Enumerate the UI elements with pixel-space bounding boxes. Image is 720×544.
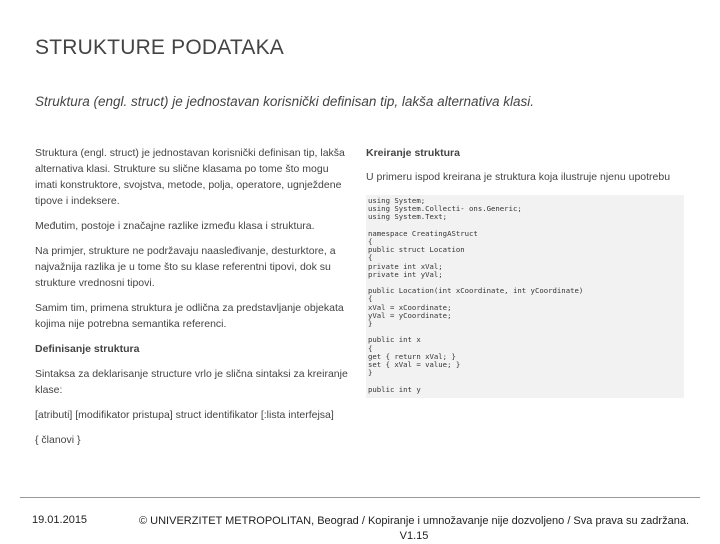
code-line: { bbox=[368, 343, 373, 353]
slide-subtitle: Struktura (engl. struct) je jednostavan korisnički definisan tip, lakša alternativa klasi. bbox=[35, 94, 534, 109]
paragraph-creation-intro: U primeru ispod kreirana je struktura koja ilustruje njenu upotrebu bbox=[366, 171, 671, 183]
paragraph-members: { članovi } bbox=[35, 434, 81, 446]
code-line: private int yVal; bbox=[368, 269, 443, 279]
code-line: { bbox=[368, 294, 373, 304]
code-line: public int y bbox=[368, 384, 421, 394]
section-heading-definition: Definisanje struktura bbox=[35, 343, 140, 355]
code-line: using System; bbox=[368, 196, 426, 205]
paragraph-syntax-form: [atributi] [modifikator pristupa] struct identifikator [:lista interfejsa] bbox=[35, 409, 334, 421]
section-heading-creation: Kreiranje struktura bbox=[366, 147, 460, 159]
code-line: xVal = xCoordinate; bbox=[368, 302, 452, 312]
code-line: public Location(int xCoordinate, int yCoordinate) bbox=[368, 286, 584, 296]
code-block bbox=[366, 195, 684, 398]
paragraph-usage: Samim tim, primena struktura je odlična za predstavljanje objekata kojima nije potrebna semantika referenci. bbox=[35, 302, 344, 330]
code-line: using System.Collecti- ons.Generic; bbox=[368, 204, 522, 214]
paragraph-example: Na primjer, strukture ne podržavaju naasleđivanje, desturktore, a najvažnija razlika je u tome što su klase referentni tipovi, dok su strukture vrednosni tipovi. bbox=[35, 245, 336, 289]
code-line: set { xVal = value; } bbox=[368, 360, 461, 370]
version-text: V1.15 bbox=[399, 530, 429, 542]
copyright-text: © UNIVERZITET METROPOLITAN, Beograd / Kopiranje i umnožavanje nije dozvoljeno / Sva prava su zadržana. bbox=[139, 515, 689, 527]
left-column bbox=[35, 145, 353, 457]
paragraph-syntax: Sintaksa za deklarisanje structure vrlo je slična sintaksi za kreiranje klase: bbox=[35, 368, 348, 396]
code-line: { bbox=[368, 237, 373, 246]
right-column bbox=[366, 145, 684, 398]
code-line: public int x bbox=[368, 335, 421, 345]
code-line: using System.Text; bbox=[368, 212, 448, 222]
paragraph-differences: Međutim, postoje i značajne razlike između klasa i struktura. bbox=[35, 220, 315, 232]
code-line: { bbox=[368, 253, 373, 263]
slide-title: STRUKTURE PODATAKA bbox=[35, 36, 285, 59]
code-line: get { return xVal; } bbox=[368, 351, 456, 361]
footer-divider bbox=[20, 497, 700, 498]
code-line: public struct Location bbox=[368, 245, 465, 255]
paragraph-intro: Struktura (engl. struct) je jednostavan korisnički definisan tip, lakša alternativa klasi. Strukture su slične klasama po tome što mogu imati konstruktore, svojstva, metode, polja, operatore, ugnježdene tipove i indeksere. bbox=[35, 147, 345, 207]
code-line: private int xVal; bbox=[368, 261, 443, 271]
code-line: yVal = yCoordinate; bbox=[368, 310, 452, 320]
code-line: } bbox=[368, 368, 373, 378]
code-line: } bbox=[368, 319, 373, 329]
code-line: namespace CreatingAStruct bbox=[368, 228, 478, 238]
footer-date: 19.01.2015 bbox=[32, 514, 88, 526]
